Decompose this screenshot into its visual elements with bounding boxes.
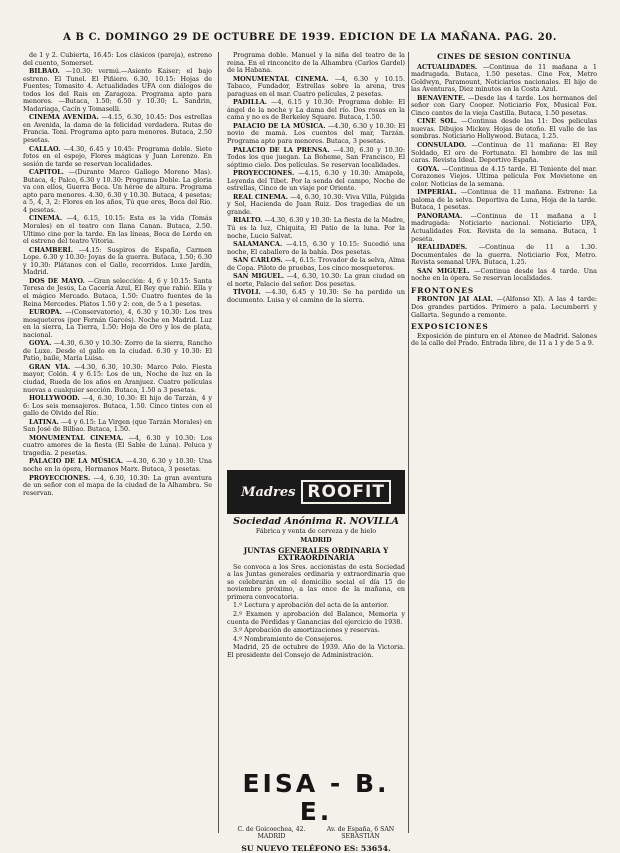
- listing-text: —Continua de 11 mañana. Estreno: La paloma de la selva. Deportiva de Luna, Hoja de la tarde. Butaca, 1 pesetas.: [411, 188, 597, 212]
- listing-text: Exposición de pintura en el Ateneo de Madrid. Salones de la calle del Prado. Entrada libre, de 11 a 1 y de 5 a 9.: [411, 331, 597, 348]
- listing-text: —4, 6.30, 10.30: La gran ciudad en el norte, Palacio del señor. Dos pesetas.: [227, 272, 405, 288]
- notice-paragraph: 2.º Examen y aprobación del Balance, Memoria y cuenta de Pérdidas y Ganancias del ejercicio de 1938.: [227, 610, 405, 626]
- listing-text: —Continua de 11 a 1.30. Documentales de la guerra. Noticiario Fox, Metro. Revista semanal UFA. Butaca, 1.25.: [411, 243, 597, 267]
- listing-text: —Desde las 4 tarde. Los hermanos del señor con Gary Cooper. Noticiario Fox, Musical Fox. Cinco cantos de la vieja Castilla. Butaca, 1.50 pesetas.: [411, 93, 597, 117]
- listing-venue: PALACIO DE LA MÚSICA.: [29, 457, 124, 466]
- notice-company: Sociedad Anónima R. NOVILLA: [233, 516, 399, 527]
- listing-entry: [411, 95, 597, 118]
- listing-entry: [23, 458, 212, 473]
- listing-venue: MONUMENTAL CINEMA.: [29, 433, 124, 442]
- listing-text: —4.30, 6.30 y 10.30: El novio de mamá. Los cuentos del mar, Tarzán. Programa apto para menores. Butaca, 3 pesetas.: [227, 121, 405, 146]
- column-1: [23, 52, 212, 833]
- listing-entry: [23, 146, 212, 169]
- listing-text: —4 y 6.15: La Virgen (que Tarzán Morales) en San José de Bilbao. Butaca, 1.50.: [23, 417, 212, 434]
- listing-text: —4.15, 6.30 y 10.30: Amapola, Leyenda del Tibet. Por la senda del campo, Noche de estrellas, Cinco de un viaje por Oriente.: [227, 169, 405, 193]
- ad-banner-left-text: Madres: [241, 484, 296, 500]
- listing-venue: PANORAMA.: [417, 211, 463, 220]
- listing-entry: [227, 170, 405, 193]
- column-2: [227, 52, 405, 464]
- listing-text: —Continua de 4.15 tarde. El Teniente del mar. Corazones Viejos. Ultima película Fox Movietone en color. Noticias de la semana.: [411, 164, 597, 188]
- listing-text: —4.30, 6.45 y 10.45: Programa doble. Siete fotos en el espejo, Flores mágicas y Juan Lorenzo. En sesión de tarde se reservan localidades.: [23, 144, 212, 168]
- listing-text: Programa doble. Manuel y la niña del teatro de la reina. En el rinconcito de la Alhambra (Carlos Gardel) de la Habana.: [227, 52, 405, 75]
- listing-venue: CALLAO.: [29, 144, 61, 153]
- listing-venue: CAPITOL.: [29, 168, 64, 177]
- section-heading: EXPOSICIONES: [411, 322, 489, 332]
- listing-venue: GOYA.: [29, 339, 52, 348]
- listing-venue: HOLLYWOOD.: [29, 394, 80, 403]
- listing-venue: IMPERIAL.: [417, 188, 457, 197]
- section-heading: CINES DE SESION CONTINUA: [437, 52, 571, 61]
- listing-venue: REAL CINEMA.: [233, 192, 288, 201]
- listing-venue: CHAMBERÍ.: [29, 245, 73, 254]
- listing-venue: PALACIO DE LA MÚSICA.: [233, 121, 326, 130]
- listing-entry: [23, 395, 212, 418]
- listing-entry: [227, 147, 405, 170]
- listing-text: —Continua de 11 mañana: El Rey Soldado, El oro de Fortunato. El hombre de las mil caras. Revista Ideal. Deportivo España.: [411, 141, 597, 165]
- listing-entry: [227, 217, 405, 240]
- listing-text: —(Conservatorio), 4, 6.30 y 10.30: Los tres mosqueteros (por Fernán Garcés). Noche en Madrid. Luz en la sierra, La Tierra, 1.50: Hoja de Oro y los de plata, nacional.: [23, 308, 212, 339]
- eisa-address-madrid: C. de Goicoechea, 42. MADRID: [237, 826, 306, 841]
- listing-entry: [227, 194, 405, 217]
- listing-venue: PADILLA.: [233, 98, 267, 107]
- listing-text: —4, 6.15 y 10.30: Programa doble: El ángel de la noche y La dama del río. Dos rosas en la cama y no es de Berkeley Square. Butaca, 1.50.: [227, 98, 405, 122]
- listing-text: —Continua de 11 mañana a 1 madrugada. Butaca, 1.50 pesetas. Cine Fox, Metro Goldwyn, Paramount, Noticiarios nacionales. El hijo de las Aventuras, Diez minutos en la Costa Azul.: [411, 62, 597, 94]
- eisa-brand: EISA - B. E.: [242, 769, 390, 826]
- listing-entry: [23, 309, 212, 339]
- notice-city: MADRID: [300, 536, 332, 545]
- listing-entry: [411, 244, 597, 267]
- listing-entry: [227, 289, 405, 304]
- listing-venue: DOS DE MAYO.: [29, 276, 85, 285]
- listing-venue: CINEMA.: [29, 214, 63, 223]
- listing-entry: [23, 419, 212, 434]
- listing-entry: [227, 52, 405, 75]
- listing-entry: [411, 118, 597, 141]
- listing-entry: [411, 64, 597, 94]
- listing-text: de 1 y 2. Cubierta, 16.45: Los clásicos (pareja), estreno del cuento, Somerset.: [23, 52, 212, 67]
- listing-text: —(Durante Marco Gallego Moreno Mas). Butaca, 4; Palco, 6.30 y 10.30: Programa Doble. La gloria va con ellos, Guerra Boca. Un héroe de altura. Programa apto para menores. 4.30, 6.30 y 10.30. Butaca, 4 pesetas; a 5, 4, 3, 2: Flores en los años, Tú que eres, Boca del Rio. 4 pesetas.: [23, 168, 212, 214]
- listing-venue: PALACIO DE LA PRENSA.: [233, 145, 330, 154]
- advertisement-banner: [227, 470, 405, 514]
- listing-venue: EUROPA.: [29, 308, 62, 317]
- listing-text: —4, 6.30, 10.30: El hijo de Tarzán, 4 y 6: Los seis mensajeros. Butaca, 1.50. Cinco tintes con el gallo de Olvido del Río.: [23, 394, 212, 418]
- listing-venue: BILBAO.: [29, 67, 60, 76]
- listing-entry: [411, 213, 597, 243]
- listing-text: —4, 6.30, 10.30: Viva Villa, Fúlgida y Sol, Hacienda de Juan Ruiz. Dos tragedias de un grande.: [227, 192, 405, 216]
- listing-entry: [411, 296, 597, 319]
- notice-subtitle: Fábrica y venta de cerveza y de hielo: [255, 526, 377, 535]
- listing-entry: [23, 52, 212, 67]
- listing-text: —4.30, 6.30 y 10.30: Una noche en la ópera, Hermanos Marx. Butaca, 3 pesetas.: [23, 457, 212, 473]
- listing-venue: SAN CARLOS.: [233, 256, 283, 265]
- listing-text: —4.15, 6.30, 10.45: Dos estrellas en Avenida, la dama de la felicidad verdadera. Rutas de Francia. Toni. Programa apto para menores. Butaca, 2.50 pesetas.: [23, 113, 212, 145]
- listing-venue: MONUMENTAL CINEMA.: [233, 74, 329, 83]
- listing-venue: CINEMA AVENIDA.: [29, 113, 99, 122]
- listing-text: —4.30, 6.30 y 10.30: La fiesta de la Madre, Tú es la luz, Chiquita, El Patio de la luna. Por la noche, Lucio Salvat.: [227, 216, 405, 240]
- listing-text: —Gran selección: 4, 6 y 10.15: Santa Teresa de Jesús, La Cacería Azul, El Rey que rabió. Ella y el mágico Mercado. Butaca, 1.50: Cuatro fuentes de la Reina Mercedes. Platos 1.50 y 2: con, de 5 a 1 pesetas.: [23, 276, 212, 308]
- listing-entry: [23, 68, 212, 113]
- listing-venue: LATINA.: [29, 417, 59, 426]
- notice-paragraph: Madrid, 25 de octubre de 1939. Año de la Victoria. El presidente del Consejo de Administración.: [227, 643, 405, 659]
- notice-paragraph: 1.º Lectura y aprobación del acta de la anterior.: [233, 601, 389, 610]
- eisa-advertisement: [227, 769, 405, 853]
- listing-entry: [23, 278, 212, 308]
- listing-venue: FRONTON JAI ALAI.: [417, 295, 493, 304]
- listing-entry: [23, 435, 212, 458]
- listing-text: —10.30: vermú.—Asiento Kaiser; el bajo estreno. El Tunel. El Piñiero. 6.30, 10.15: Hojas de Fuentes; Tomasito 4. Actualidades UFA con diálogos de todos los del Rais en Zaragoza. Programa apto para menores. —Butaca, 1.50; 6.50 y 10.30; L. Sandrin, Madariaga, Cacín y Tomaselli.: [23, 67, 212, 113]
- listing-text: —4.30, 6.30 y 10.30: Zorro de la sierra, Rancho de Luxe. Desde el gallo en la ciudad. 6.30 y 10.30: El Patio, baile, María Luisa.: [23, 339, 212, 363]
- listing-text: —Continua desde las 4 tarde. Una noche en la ópera. Se reservan localidades.: [411, 266, 597, 283]
- listing-entry: [227, 123, 405, 146]
- shareholders-notice: [227, 518, 405, 660]
- listing-venue: BENAVENTE.: [417, 93, 466, 102]
- listing-entry: [23, 114, 212, 144]
- listing-text: —4.30, 6.30, 10.30: Marco Polo. Fiesta mayor, Colón. 4 y 6.15: Los de un, Noche de luz en la ciudad, Rueda de los años en Aranjuez. Cuatro películas nuevas a cualquier sección. Butaca, 1.50 a 3 pesetas.: [23, 362, 212, 394]
- listing-text: —4, 6.15: Trovador de la selva, Alma de Copa. Piloto de pruebas, Los cinco mosqueteros.: [227, 256, 405, 272]
- listing-text: —4.15: Suspiros de España, Carmen Lope. 6.30 y 10.30: Joyas de la guerra. Butaca, 1.50; 6.30 y 10.30: Plátanos con el Gallo, recorridos. Luxe Jardín, Madrid.: [23, 245, 212, 277]
- column-rule-2: [408, 52, 409, 833]
- listing-text: —4, 6.30 y 10.30: Los cuatro amores de la fiesta (El Sable de Luna). Peluca y tragedia. 2 pesetas.: [23, 433, 212, 457]
- listing-venue: SAN MIGUEL.: [233, 272, 285, 281]
- listing-venue: CONSULADO.: [417, 141, 467, 150]
- listing-entry: [227, 99, 405, 122]
- listing-text: —4.30, 6.30 y 10.30: Todos los que juegan. La Boheme, San Francisco, El séptimo cielo. Dos películas. Se reservan localidades.: [227, 145, 405, 169]
- listing-text: —4, 6.15, 10.15: Esta es la vida (Tomás Morales) en el teatro con Ilana Canan. Butaca, 2.50. Ultimo cine por la tarde. En las líneas, Boca de Lerdo en el estreno del teatro Vitoria.: [23, 214, 212, 246]
- listing-venue: REALIDADES.: [417, 243, 468, 252]
- listing-entry: [227, 257, 405, 272]
- listing-entry: [411, 333, 597, 348]
- listing-venue: RIALTO.: [233, 216, 263, 225]
- listing-venue: PROYECCIONES.: [233, 169, 295, 178]
- page-header: A B C. DOMINGO 29 DE OCTUBRE DE 1939. EDICION DE LA MAÑANA. PAG. 20.: [63, 32, 557, 43]
- listing-entry: [23, 247, 212, 277]
- eisa-phone: SU NUEVO TELÉFONO ES: 53654.: [241, 843, 391, 853]
- column-3: [411, 52, 597, 833]
- listing-venue: CINE SOL.: [417, 117, 457, 126]
- listing-text: —Continua de 11 mañana a 1 madrugada: Noticiario nacional. Noticiario UFA, Actualidades Fox. Revista de la semana. Butaca, 1 peseta.: [411, 211, 597, 243]
- listing-entry: [23, 340, 212, 363]
- listing-entry: [411, 166, 597, 189]
- notice-paragraph: 3.º Aprobación de amortizaciones y reservas.: [233, 626, 380, 635]
- listing-entry: [411, 189, 597, 212]
- listing-entry: [23, 475, 212, 498]
- listing-venue: GOYA.: [417, 164, 440, 173]
- listing-entry: [227, 241, 405, 256]
- ad-banner-brand: ROOFIT: [301, 480, 391, 504]
- listing-entry: [227, 76, 405, 99]
- listing-venue: ACTUALIDADES.: [417, 62, 478, 71]
- listing-venue: TÍVOLI.: [233, 288, 261, 297]
- listing-text: —4, 6.30, 10.30: La gran aventura de un señor con el mapa de la ciudad de la Alhambra. Se reservan.: [23, 473, 212, 497]
- listing-entry: [411, 268, 597, 283]
- listing-venue: GRAN VÍA.: [29, 362, 71, 371]
- listing-venue: SALAMANCA.: [233, 240, 283, 249]
- listing-entry: [23, 364, 212, 394]
- notice-heading: JUNTAS GENERALES ORDINARIA Y EXTRAORDINARIA: [243, 545, 389, 563]
- column-rule-1: [218, 52, 219, 833]
- listing-text: —(Alfonso XI). A las 4 tarde: Dos grandes partidos. Primero a pala. Lecumberri y Gallarta. Segundo a remonte.: [411, 295, 597, 319]
- notice-paragraph: Se convoca a los Sres. accionistas de esta Sociedad a las Juntas generales ordinaria y extraordinaria que se celebrarán en el domicilio social el día 15 de noviembre próximo, a las once de la mañana, en primera convocatoria.: [227, 562, 405, 601]
- notice-paragraph: 4.º Nombramiento de Consejeros.: [233, 634, 343, 643]
- listing-entry: [227, 273, 405, 288]
- listing-text: —4, 6.30 y 10.15. Tabaco, Fundador, Estrellas sobre la arena, tres paraguas en el mar. Cuatro películas, 2 pesetas.: [227, 74, 405, 98]
- section-heading: FRONTONES: [411, 285, 475, 295]
- listing-text: —4.30, 6.45 y 10.30: Se ha perdido un documento. Luisa y el camino de la sierra.: [227, 288, 405, 304]
- listing-text: —Continua desde las 11: Dos peliculas nuevas. Dibujos Mickey. Hojas de otoño. El valle de las sombras. Noticiario Hollywood. Butaca, 1.25.: [411, 117, 597, 141]
- eisa-address-sansebastian: Av. de España, 6 SAN SEBASTIÁN: [326, 826, 395, 841]
- listing-entry: [23, 215, 212, 245]
- listing-entry: [411, 142, 597, 165]
- listing-entry: [23, 169, 212, 214]
- listing-venue: PROYECCIONES.: [29, 473, 91, 482]
- listing-venue: SAN MIGUEL.: [417, 266, 470, 275]
- listing-text: —4.15, 6.30 y 10.15: Sucedió una noche, El caballero de la bahía. Dos pesetas.: [227, 240, 405, 256]
